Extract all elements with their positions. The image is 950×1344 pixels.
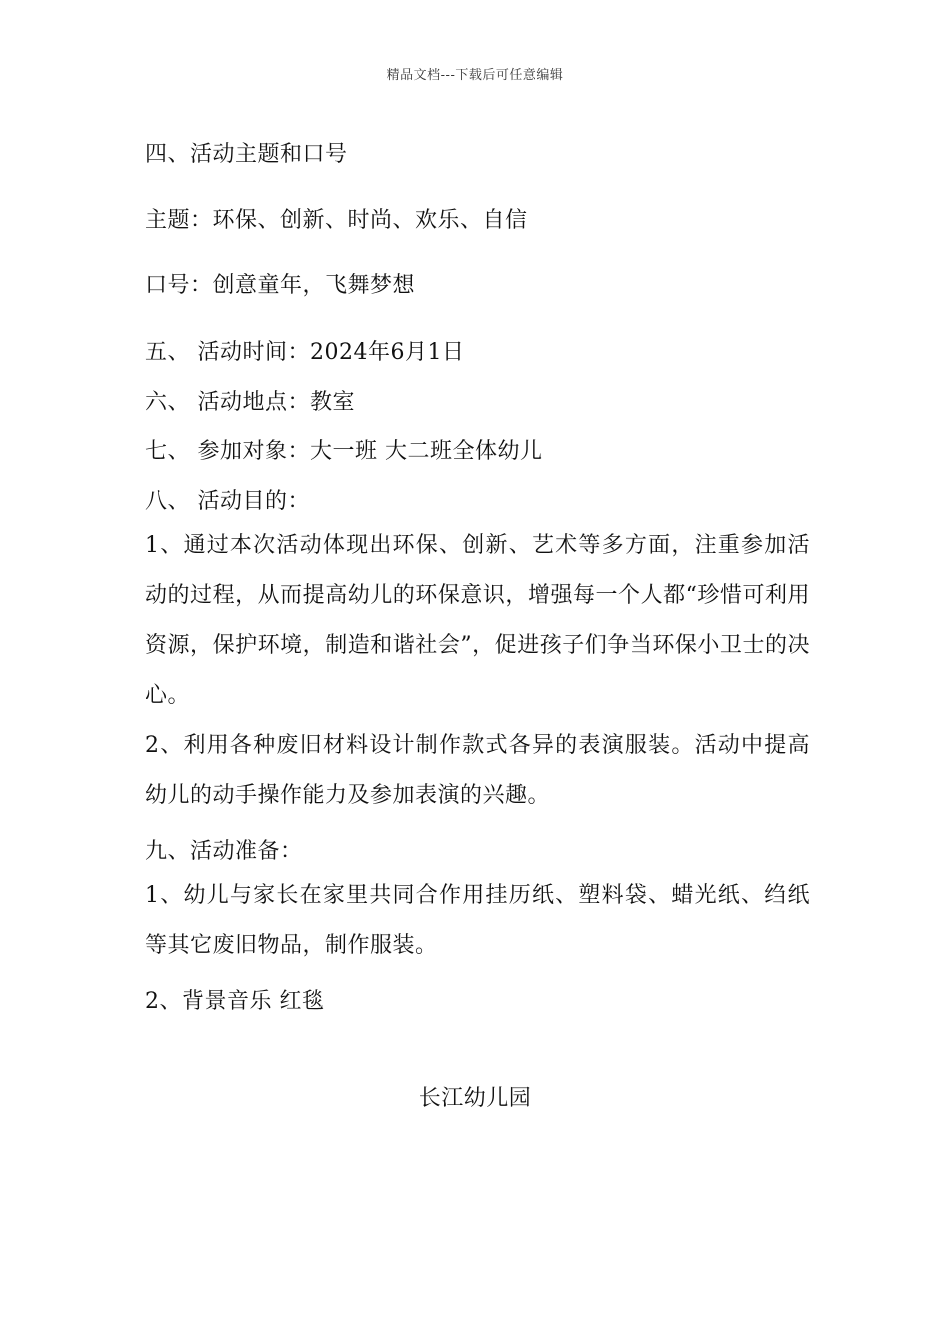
theme-heading: 四、活动主题和口号 [145, 142, 348, 167]
slogan-line: 口号：创意童年，飞舞梦想 [145, 273, 416, 298]
prep-heading: 九、活动准备： [145, 839, 303, 864]
organization-name: 长江幼儿园 [418, 1086, 532, 1111]
purpose-item-1: 1、通过本次活动体现出环保、创新、艺术等多方面，注重参加活动的过程，从而提高幼儿的环保意识，增强每一个人都“珍惜可利用资源，保护环境，制造和谐社会”，促进孩子们争当环保小卫士的决心。 [145, 533, 810, 708]
theme-line: 主题：环保、创新、时尚、欢乐、自信 [145, 208, 528, 233]
purpose-item-2: 2、利用各种废旧材料设计制作款式各异的表演服装。活动中提高幼儿的动手操作能力及参加表演的兴趣。 [145, 733, 810, 808]
purpose-heading: 八、 活动目的： [145, 489, 310, 514]
page-header: 精品文档---下载后可任意编辑 [386, 68, 564, 83]
prep-item-2: 2、背景音乐 红毯 [145, 989, 325, 1014]
participants-line: 七、 参加对象：大一班 大二班全体幼儿 [145, 439, 543, 464]
time-line: 五、 活动时间：2024年6月1日 [145, 340, 465, 365]
place-line: 六、 活动地点：教室 [145, 390, 355, 415]
prep-item-1: 1、幼儿与家长在家里共同合作用挂历纸、塑料袋、蜡光纸、绉纸等其它废旧物品，制作服装。 [145, 883, 810, 958]
